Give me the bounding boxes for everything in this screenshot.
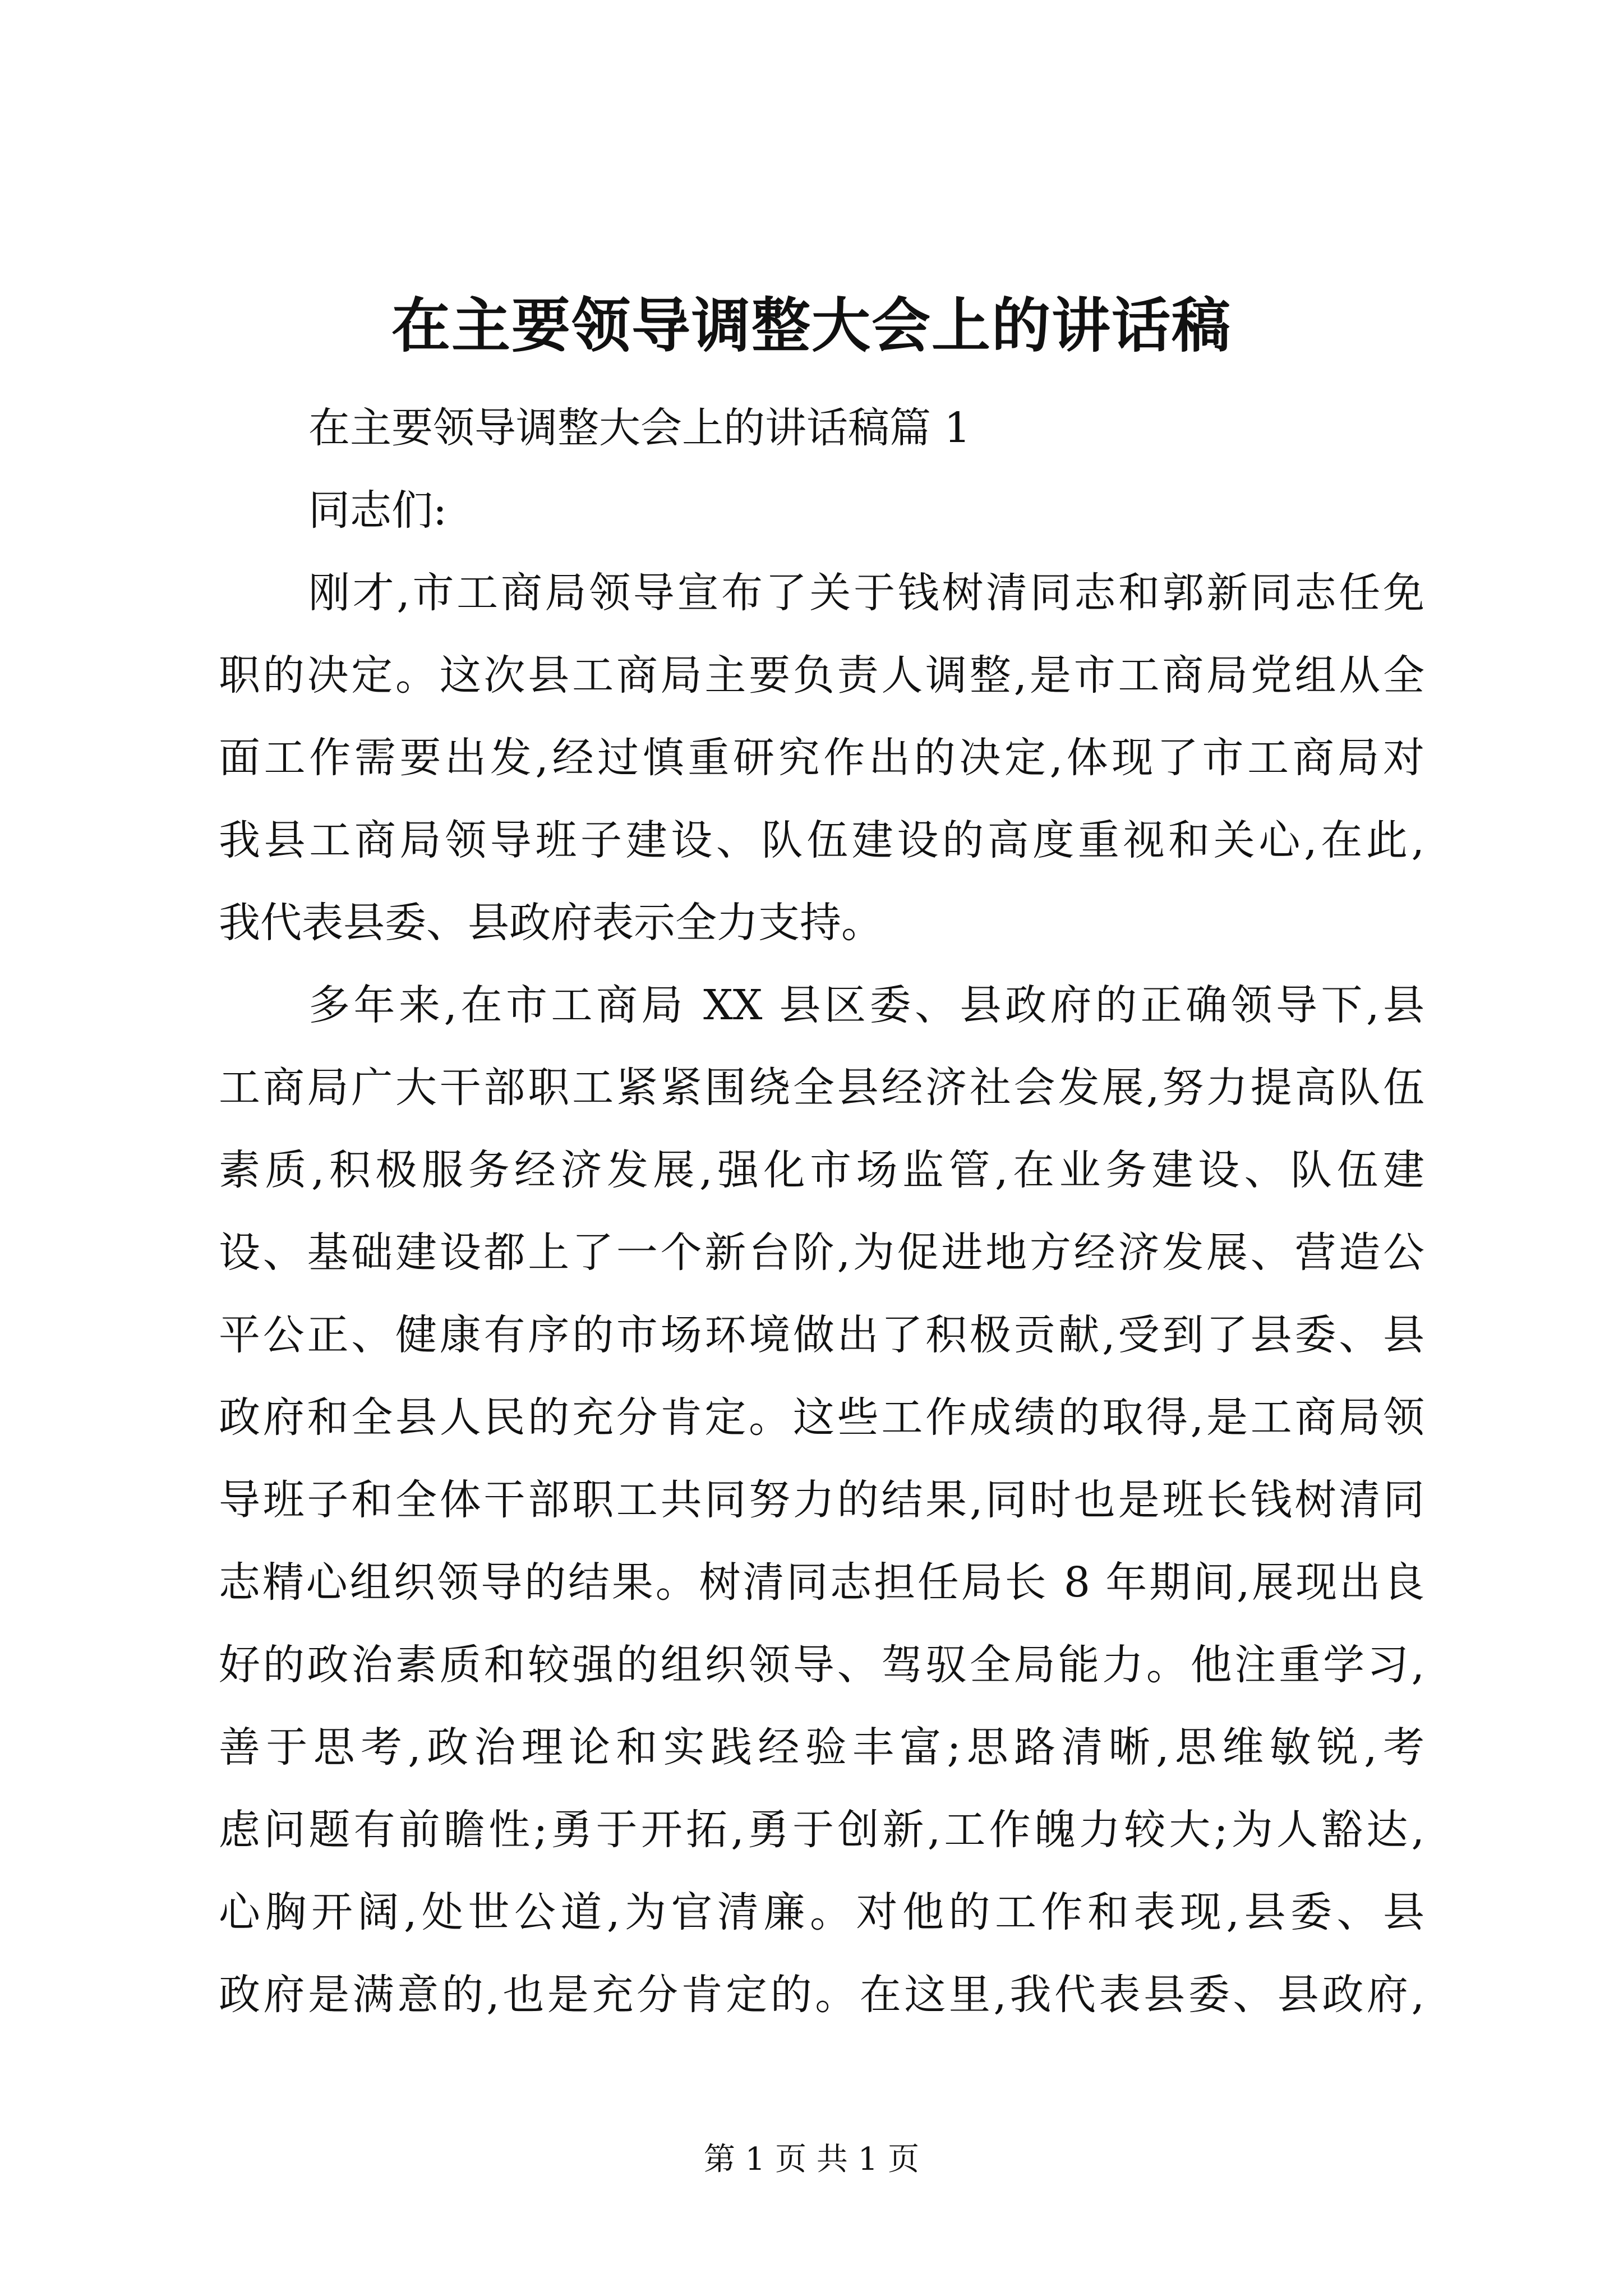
paragraph-2-line-8: 志精心组织领导的结果。树清同志担任局长 8 年期间,展现出良 bbox=[219, 1558, 1424, 1607]
subheading: 在主要领导调整大会上的讲话稿篇 1 bbox=[308, 404, 971, 452]
page-footer: 第 1 页 共 1 页 bbox=[703, 2141, 920, 2178]
document-body bbox=[219, 387, 1424, 2036]
paragraph-2-line-10: 善于思考,政治理论和实践经验丰富;思路清晰,思维敏锐,考 bbox=[219, 1723, 1424, 1772]
paragraph-1-line-3: 面工作需要出发,经过慎重研究作出的决定,体现了市工商局对 bbox=[219, 734, 1424, 782]
paragraph-2-line-2: 工商局广大干部职工紧紧围绕全县经济社会发展,努力提高队伍 bbox=[219, 1064, 1424, 1112]
paragraph-2-line-6: 政府和全县人民的充分肯定。这些工作成绩的取得,是工商局领 bbox=[219, 1393, 1424, 1442]
paragraph-2-line-12: 心胸开阔,处世公道,为官清廉。对他的工作和表现,县委、县 bbox=[219, 1888, 1424, 1936]
paragraph-2-line-9: 好的政治素质和较强的组织领导、驾驭全局能力。他注重学习, bbox=[219, 1641, 1424, 1689]
paragraph-1-line-4: 我县工商局领导班子建设、队伍建设的高度重视和关心,在此, bbox=[219, 816, 1424, 864]
paragraph-2-line-1: 多年来,在市工商局 XX 县区委、县政府的正确领导下,县 bbox=[308, 981, 1424, 1029]
paragraph-2-line-3: 素质,积极服务经济发展,强化市场监管,在业务建设、队伍建 bbox=[219, 1146, 1424, 1194]
paragraph-2-line-4: 设、基础建设都上了一个新台阶,为促进地方经济发展、营造公 bbox=[219, 1228, 1424, 1277]
paragraph-2-line-5: 平公正、健康有序的市场环境做出了积极贡献,受到了县委、县 bbox=[219, 1311, 1424, 1359]
salutation: 同志们: bbox=[308, 486, 447, 535]
paragraph-1-line-1: 刚才,市工商局领导宣布了关于钱树清同志和郭新同志任免 bbox=[308, 569, 1424, 617]
paragraph-2-line-7: 导班子和全体干部职工共同努力的结果,同时也是班长钱树清同 bbox=[219, 1476, 1424, 1524]
paragraph-2-line-13: 政府是满意的,也是充分肯定的。在这里,我代表县委、县政府, bbox=[219, 1971, 1424, 2019]
document-title: 在主要领导调整大会上的讲话稿 bbox=[391, 291, 1232, 360]
paragraph-1-line-2: 职的决定。这次县工商局主要负责人调整,是市工商局党组从全 bbox=[219, 651, 1424, 700]
paragraph-2-line-11: 虑问题有前瞻性;勇于开拓,勇于创新,工作魄力较大;为人豁达, bbox=[219, 1806, 1424, 1854]
paragraph-1-line-5: 我代表县委、县政府表示全力支持。 bbox=[219, 899, 883, 947]
